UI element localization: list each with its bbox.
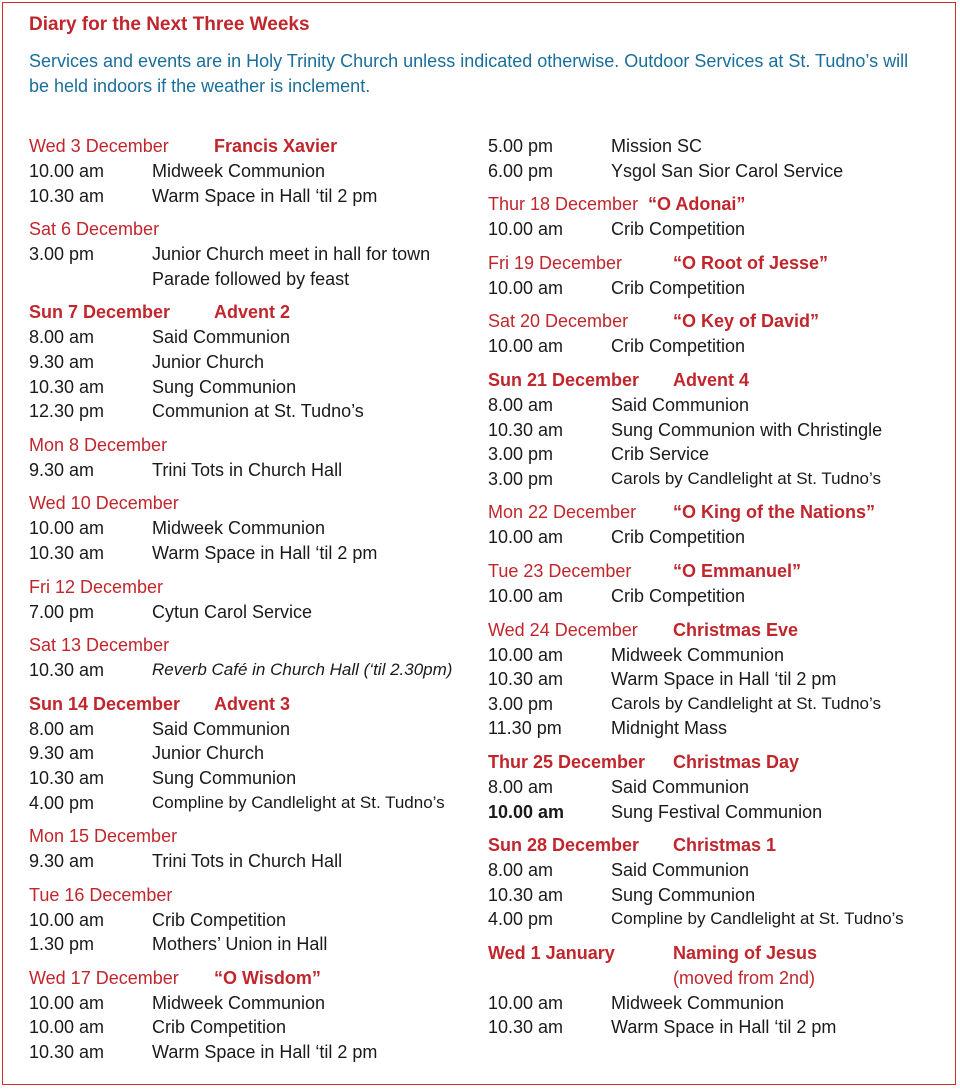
event-desc: Said Communion [611, 860, 750, 881]
event-time: 10.30 am [29, 542, 105, 563]
event-row [488, 584, 938, 609]
event-time: 4.00 pm [29, 792, 95, 813]
event-desc: Carols by Candlelight at St. Tudno’s [611, 693, 881, 713]
day-observance: Advent 2 [214, 302, 291, 323]
day-entry [488, 750, 938, 824]
event-row [488, 692, 938, 717]
event-time: 10.30 am [488, 1017, 564, 1038]
event-time: 10.30 am [29, 1042, 105, 1063]
day-header [488, 941, 938, 966]
event-row [29, 350, 469, 375]
event-time: 8.00 am [488, 394, 554, 415]
event-time: 9.30 am [29, 351, 95, 372]
event-time: 3.00 pm [488, 468, 554, 489]
event-time: 10.30 am [488, 419, 564, 440]
day-date: Wed 17 December [29, 967, 179, 988]
event-desc: Compline by Candlelight at St. Tudno’s [152, 792, 445, 812]
event-time: 12.30 pm [29, 401, 105, 422]
day-header [488, 559, 938, 584]
day-header [29, 575, 469, 600]
page-title: Diary for the Next Three Weeks [29, 14, 310, 35]
event-row [29, 516, 469, 541]
day-date: Tue 23 December [488, 560, 632, 581]
event-row [29, 766, 469, 791]
day-header [488, 192, 938, 217]
event-row [29, 791, 469, 816]
event-row [488, 643, 938, 668]
day-header [29, 433, 469, 458]
event-row [488, 467, 938, 492]
event-time: 4.00 pm [488, 909, 554, 930]
event-time: 10.30 am [29, 660, 105, 681]
event-row [488, 334, 938, 359]
day-date: Thur 25 December [488, 751, 646, 772]
day-date: Thur 18 December [488, 194, 639, 215]
day-entry-continued [488, 134, 938, 183]
event-time: 6.00 pm [488, 160, 554, 181]
event-time: 5.00 pm [488, 136, 554, 156]
event-row [29, 242, 469, 291]
event-time: 8.00 am [29, 327, 95, 348]
event-row [488, 800, 938, 825]
event-desc: Communion at St. Tudno’s [152, 401, 364, 422]
event-desc: Crib Service [611, 444, 710, 465]
day-header [29, 491, 469, 516]
day-header [29, 966, 469, 991]
event-desc: Crib Competition [611, 277, 746, 298]
day-observance: “O Adonai” [648, 194, 746, 215]
event-row [29, 1015, 469, 1040]
event-desc: Warm Space in Hall ‘til 2 pm [152, 542, 378, 563]
event-time: 10.00 am [488, 277, 564, 298]
event-time: 3.00 pm [29, 244, 95, 265]
event-desc: Sung Festival Communion [611, 801, 823, 822]
day-header [488, 618, 938, 643]
event-desc: Sung Communion [152, 376, 297, 397]
event-row [488, 525, 938, 550]
event-row [29, 908, 469, 933]
day-date: Sun 7 December [29, 302, 171, 323]
day-header [29, 217, 469, 242]
event-time: 8.00 am [29, 718, 95, 739]
event-time: 9.30 am [29, 459, 95, 480]
day-date: Sat 13 December [29, 635, 170, 656]
event-desc: Junior Church meet in hall for town Parade followed by feast [152, 244, 431, 289]
event-desc: Said Communion [152, 718, 291, 739]
event-time: 8.00 am [488, 776, 554, 797]
event-time: 10.30 am [488, 884, 564, 905]
event-time: 10.00 am [29, 1017, 105, 1038]
day-entry [488, 941, 938, 1040]
event-row [488, 907, 938, 932]
day-entry [488, 368, 938, 491]
event-time: 10.30 am [29, 376, 105, 397]
day-entry [488, 559, 938, 609]
day-date: Mon 8 December [29, 434, 168, 455]
event-time: 10.00 am [488, 336, 564, 357]
event-time: 10.00 am [488, 644, 564, 665]
event-desc: Midweek Communion [152, 992, 326, 1013]
day-date: Wed 1 January [488, 942, 615, 963]
day-date: Sat 6 December [29, 219, 160, 240]
day-header [29, 692, 469, 717]
event-row [29, 375, 469, 400]
event-time: 7.00 pm [29, 601, 95, 622]
event-desc: Crib Competition [611, 336, 746, 357]
event-desc: Warm Space in Hall ‘til 2 pm [152, 1042, 378, 1063]
day-observance: “O King of the Nations” [673, 502, 875, 523]
event-row [29, 932, 469, 957]
day-date: Sun 28 December [488, 835, 640, 856]
day-date: Wed 24 December [488, 619, 638, 640]
event-row [29, 1040, 469, 1065]
event-desc: Mothers’ Union in Hall [152, 934, 328, 955]
observance-note-text: (moved from 2nd) [673, 967, 816, 988]
event-time: 10.00 am [488, 801, 565, 822]
event-desc: Reverb Café in Church Hall (‘til 2.30pm) [152, 660, 453, 680]
event-time: 10.00 am [488, 527, 564, 548]
day-entry [488, 309, 938, 359]
day-header [488, 251, 938, 276]
day-entry [488, 500, 938, 550]
event-row [29, 741, 469, 766]
event-desc: Warm Space in Hall ‘til 2 pm [611, 1017, 837, 1038]
event-row [488, 159, 938, 184]
event-row [29, 159, 469, 184]
day-entry [488, 251, 938, 301]
event-time: 3.00 pm [488, 444, 554, 465]
day-date: Fri 19 December [488, 252, 623, 273]
event-desc: Crib Competition [152, 909, 287, 930]
event-row [29, 458, 469, 483]
event-desc: Sung Communion [611, 884, 756, 905]
event-row [488, 858, 938, 883]
event-time: 10.30 am [29, 767, 105, 788]
event-time: 1.30 pm [29, 934, 95, 955]
event-desc: Midweek Communion [611, 992, 785, 1013]
event-desc: Midnight Mass [611, 718, 728, 739]
day-entry [29, 692, 469, 815]
event-desc: Crib Competition [611, 219, 746, 240]
day-entry [29, 883, 469, 957]
day-date: Sat 20 December [488, 311, 629, 332]
event-desc: Trini Tots in Church Hall [152, 459, 343, 480]
day-observance: Christmas Day [673, 751, 800, 772]
event-time: 10.00 am [29, 161, 105, 181]
day-entry [29, 633, 469, 683]
event-row [29, 184, 469, 209]
event-desc: Crib Competition [611, 585, 746, 606]
event-desc: Crib Competition [152, 1017, 287, 1038]
event-row [29, 717, 469, 742]
event-desc: Said Communion [152, 327, 291, 348]
event-row [29, 399, 469, 424]
event-desc: Trini Tots in Church Hall [152, 851, 343, 872]
day-entry [488, 192, 938, 242]
event-row [488, 1015, 938, 1040]
day-entry [29, 217, 469, 291]
day-observance: Advent 3 [214, 693, 291, 714]
event-row [488, 393, 938, 418]
day-header [488, 833, 938, 858]
event-row [488, 883, 938, 908]
day-header [29, 300, 469, 325]
day-entry [29, 300, 469, 423]
event-row [488, 442, 938, 467]
event-time: 10.30 am [488, 669, 564, 690]
day-date: Wed 3 December [29, 136, 169, 156]
event-row [488, 991, 938, 1016]
day-observance: Christmas Eve [673, 619, 799, 640]
day-date: Sun 21 December [488, 369, 640, 390]
day-header [29, 824, 469, 849]
event-time: 10.00 am [488, 585, 564, 606]
day-observance: Advent 4 [673, 369, 750, 390]
event-desc: Junior Church [152, 743, 265, 764]
event-time: 10.00 am [29, 992, 105, 1013]
event-desc: Sung Communion [152, 767, 297, 788]
event-time: 3.00 pm [488, 693, 554, 714]
day-entry [29, 491, 469, 565]
day-entry [488, 618, 938, 741]
event-desc: Midweek Communion [152, 518, 326, 539]
event-time: 8.00 am [488, 860, 554, 881]
event-desc: Said Communion [611, 394, 750, 415]
event-row [488, 775, 938, 800]
day-header [488, 309, 938, 334]
diary-column-right [488, 134, 938, 1049]
event-row [29, 849, 469, 874]
event-row [488, 134, 938, 159]
event-desc: Mission SC [611, 136, 703, 156]
event-desc: Cytun Carol Service [152, 601, 313, 622]
event-desc: Midweek Communion [152, 161, 326, 181]
event-desc: Ysgol San Sior Carol Service [611, 160, 844, 181]
event-time: 9.30 am [29, 851, 95, 872]
day-observance: Christmas 1 [673, 835, 777, 856]
event-desc: Compline by Candlelight at St. Tudno’s [611, 909, 904, 929]
observance-note [488, 966, 938, 991]
day-date: Tue 16 December [29, 884, 173, 905]
day-header [488, 368, 938, 393]
event-desc: Warm Space in Hall ‘til 2 pm [152, 185, 378, 206]
event-desc: Junior Church [152, 351, 265, 372]
event-row [488, 716, 938, 741]
day-header [29, 633, 469, 658]
event-desc: Said Communion [611, 776, 750, 797]
event-row [488, 276, 938, 301]
event-time: 10.30 am [29, 185, 105, 206]
event-time: 10.00 am [29, 909, 105, 930]
event-row [29, 600, 469, 625]
day-entry [29, 966, 469, 1065]
day-header [29, 883, 469, 908]
diary-column-left [29, 134, 469, 1074]
day-header [488, 750, 938, 775]
event-desc: Midweek Communion [611, 644, 785, 665]
event-row [488, 418, 938, 443]
event-row [29, 541, 469, 566]
intro-text: Services and events are in Holy Trinity Church unless indicated otherwise. Outdoor Services at St. Tudno’s will be held indoors if the weather is inclement. [29, 51, 909, 96]
day-header [29, 134, 469, 159]
day-observance: “O Emmanuel” [673, 560, 802, 581]
day-entry [29, 134, 469, 208]
day-entry [29, 575, 469, 625]
event-desc: Carols by Candlelight at St. Tudno’s [611, 468, 881, 488]
day-entry [488, 833, 938, 932]
event-row [29, 658, 469, 683]
day-date: Sun 14 December [29, 693, 181, 714]
day-date: Fri 12 December [29, 576, 164, 597]
event-row [488, 217, 938, 242]
event-row [29, 991, 469, 1016]
day-observance: Naming of Jesus [673, 942, 818, 963]
event-time: 10.00 am [29, 518, 105, 539]
event-row [29, 325, 469, 350]
event-time: 10.00 am [488, 992, 564, 1013]
day-entry [29, 824, 469, 874]
day-header [488, 500, 938, 525]
event-desc: Crib Competition [611, 527, 746, 548]
event-time: 11.30 pm [488, 718, 562, 739]
day-observance: “O Key of David” [673, 311, 820, 332]
day-observance: “O Root of Jesse” [673, 252, 829, 273]
event-time: 10.00 am [488, 219, 564, 240]
event-desc: Sung Communion with Christingle [611, 419, 883, 440]
day-entry [29, 433, 469, 483]
event-time: 9.30 am [29, 743, 95, 764]
day-date: Mon 22 December [488, 502, 637, 523]
day-date: Mon 15 December [29, 826, 178, 847]
day-observance: “O Wisdom” [214, 967, 321, 988]
event-row [488, 667, 938, 692]
day-date: Wed 10 December [29, 493, 179, 514]
day-observance: Francis Xavier [214, 136, 338, 156]
event-desc: Warm Space in Hall ‘til 2 pm [611, 669, 837, 690]
